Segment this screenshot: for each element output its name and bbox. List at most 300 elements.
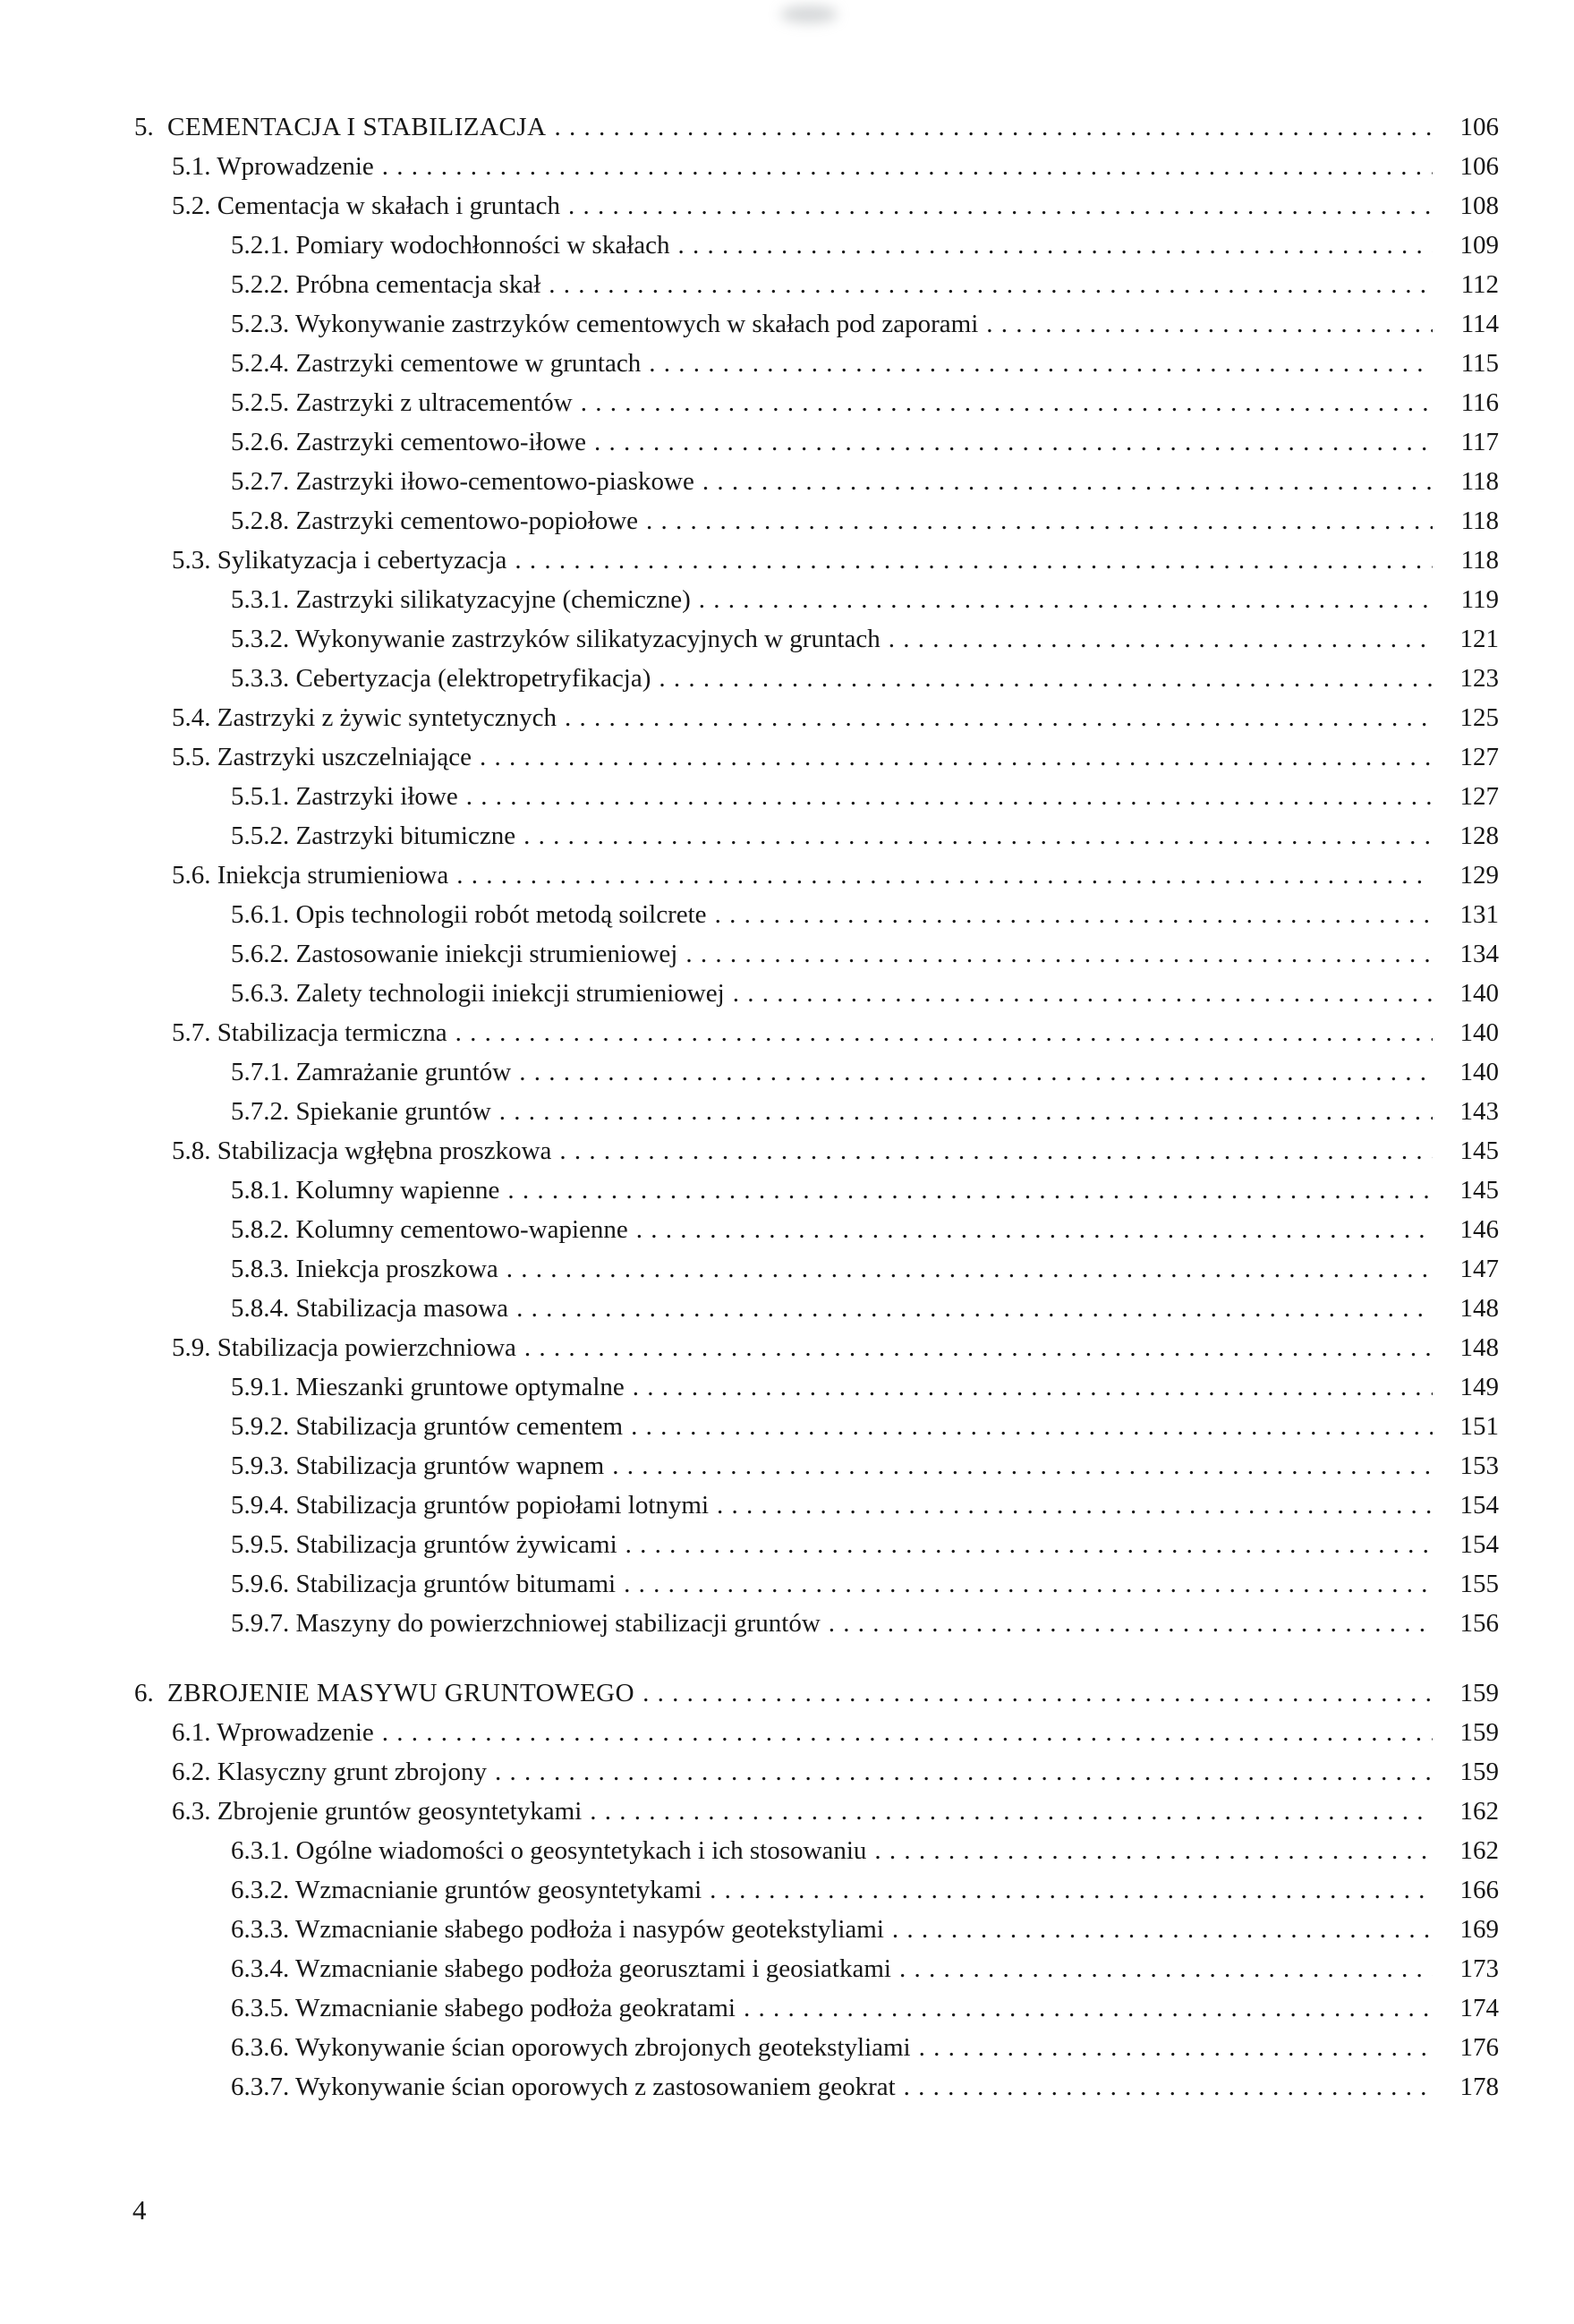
toc-entry-title: Zastrzyki iłowo-cementowo-piaskowe — [295, 467, 694, 496]
toc-entry-page: 148 — [1459, 1294, 1499, 1323]
toc-entry — [134, 147, 1499, 186]
toc-entry-number: 5.7.1. — [231, 1058, 290, 1086]
toc-leader-dots — [499, 1092, 1433, 1131]
toc-entry — [134, 659, 1499, 698]
toc-entry-page: 145 — [1459, 1136, 1499, 1165]
toc-entry-label — [231, 1485, 709, 1525]
toc-leader-dots — [678, 226, 1433, 265]
toc-entry-title: Wzmacnianie słabego podłoża geokratami — [294, 1994, 736, 2022]
toc-entry — [134, 737, 1499, 777]
toc-entry-page: 106 — [1459, 152, 1499, 181]
toc-entry-label — [172, 856, 448, 895]
toc-leader-dots — [382, 147, 1433, 186]
toc-entry-number: 5.7. — [172, 1018, 211, 1047]
toc-entry-page: 147 — [1459, 1255, 1499, 1283]
toc-entry — [134, 1052, 1499, 1092]
toc-entry-label — [231, 659, 651, 698]
toc-entry-label — [172, 186, 560, 226]
toc-entry-label — [134, 107, 547, 147]
toc-entry-number: 6.1. — [172, 1718, 211, 1747]
toc-entry-number: 5.9.7. — [231, 1609, 290, 1638]
toc-entry-title: Ogólne wiadomości o geosyntetykach i ich stosowaniu — [295, 1836, 867, 1865]
toc-leader-dots — [874, 1831, 1433, 1870]
toc-entry-page: 178 — [1459, 2073, 1499, 2101]
toc-entry-label — [231, 816, 515, 856]
toc-entry-label — [231, 2028, 911, 2067]
toc-entry-number: 5.2. — [172, 192, 211, 220]
toc-entry-title: Maszyny do powierzchniowej stabilizacji gruntów — [295, 1609, 821, 1638]
toc-entry-page: 143 — [1459, 1097, 1499, 1126]
toc-entry — [134, 1446, 1499, 1485]
toc-entry-title: Zastosowanie iniekcji strumieniowej — [295, 940, 678, 968]
toc-entry — [134, 777, 1499, 816]
toc-entry-page: 118 — [1460, 467, 1499, 496]
toc-entry-page: 169 — [1459, 1915, 1499, 1944]
toc-leader-dots — [892, 1910, 1433, 1949]
toc-entry-title: Iniekcja proszkowa — [295, 1255, 498, 1283]
toc-entry — [134, 1910, 1499, 1949]
toc-entry-label — [231, 895, 707, 934]
toc-entry-number: 5.9. — [172, 1333, 211, 1362]
toc-entry-label — [172, 1328, 516, 1367]
toc-entry-number: 5.6.3. — [231, 979, 290, 1008]
toc-entry-page: 154 — [1459, 1530, 1499, 1559]
toc-entry-label — [231, 1289, 508, 1328]
table-of-contents — [134, 107, 1499, 2107]
toc-entry-label — [231, 1052, 511, 1092]
toc-entry-label — [231, 422, 586, 462]
toc-entry-title: Cebertyzacja (elektropetryfikacja) — [295, 664, 651, 693]
toc-entry-page: 119 — [1460, 585, 1499, 614]
toc-entry-label — [231, 1831, 866, 1870]
toc-entry-title: Stabilizacja termiczna — [217, 1018, 447, 1047]
toc-entry-label — [231, 383, 573, 422]
toc-entry-title: Kolumny wapienne — [295, 1176, 500, 1205]
toc-entry-page: 159 — [1459, 1679, 1499, 1707]
toc-entry — [134, 580, 1499, 619]
toc-entry-number: 6. — [134, 1679, 154, 1707]
toc-entry-number: 5.1. — [172, 152, 211, 181]
toc-entry-page: 174 — [1459, 1994, 1499, 2022]
toc-entry-page: 146 — [1459, 1215, 1499, 1244]
toc-entry-number: 5.3.1. — [231, 585, 290, 614]
toc-entry — [134, 422, 1499, 462]
toc-entry-page: 162 — [1459, 1836, 1499, 1865]
toc-entry-page: 154 — [1459, 1491, 1499, 1520]
toc-entry-number: 6.3.3. — [231, 1915, 290, 1944]
toc-entry-number: 5.9.2. — [231, 1412, 290, 1441]
toc-entry-title: Zastrzyki uszczelniające — [217, 743, 472, 771]
toc-entry-number: 6.3. — [172, 1797, 211, 1826]
toc-entry-number: 5.2.5. — [231, 388, 290, 417]
toc-entry-title: Zalety technologii iniekcji strumieniowej — [295, 979, 725, 1008]
toc-entry-label — [231, 226, 670, 265]
toc-entry — [134, 1752, 1499, 1792]
toc-entry — [134, 1525, 1499, 1564]
toc-entry — [134, 1988, 1499, 2028]
toc-leader-dots — [555, 107, 1433, 147]
toc-entry-title: Pomiary wodochłonności w skałach — [295, 231, 670, 260]
toc-entry-page: 128 — [1459, 821, 1499, 850]
toc-entry-number: 5.9.6. — [231, 1570, 290, 1598]
toc-entry — [134, 895, 1499, 934]
toc-entry-title: Stabilizacja gruntów wapnem — [295, 1451, 605, 1480]
toc-leader-dots — [685, 934, 1433, 974]
toc-entry-page: 108 — [1459, 192, 1499, 220]
toc-entry — [134, 1407, 1499, 1446]
toc-entry — [134, 383, 1499, 422]
toc-entry-title: Zastrzyki cementowo-iłowe — [295, 428, 587, 456]
toc-entry — [134, 619, 1499, 659]
toc-entry-number: 5.2.7. — [231, 467, 290, 496]
toc-entry-title: Wprowadzenie — [217, 1718, 374, 1747]
scan-artifact — [780, 5, 838, 23]
toc-leader-dots — [568, 186, 1433, 226]
toc-entry-number: 5.5. — [172, 743, 211, 771]
toc-entry-label — [231, 462, 694, 501]
toc-entry-number: 5.8.3. — [231, 1255, 290, 1283]
toc-leader-dots — [659, 659, 1433, 698]
toc-entry-number: 6.2. — [172, 1758, 211, 1786]
toc-entry-number: 5.3. — [172, 546, 211, 575]
toc-leader-dots — [642, 1673, 1433, 1713]
toc-entry-number: 6.3.4. — [231, 1954, 290, 1983]
toc-entry — [134, 1367, 1499, 1407]
toc-leader-dots — [466, 777, 1433, 816]
toc-entry-label — [231, 501, 638, 541]
toc-entry — [134, 1792, 1499, 1831]
toc-entry-title: Zamrażanie gruntów — [295, 1058, 512, 1086]
toc-leader-dots — [919, 2028, 1433, 2067]
toc-entry-title: Wykonywanie zastrzyków silikatyzacyjnych w gruntach — [294, 625, 881, 653]
toc-entry-title: Iniekcja strumieniowa — [217, 861, 449, 890]
toc-entry — [134, 344, 1499, 383]
toc-entry-label — [231, 777, 458, 816]
toc-entry-page: 118 — [1460, 507, 1499, 535]
toc-entry-number: 5.2.1. — [231, 231, 290, 260]
toc-leader-dots — [625, 1525, 1433, 1564]
toc-entry-label — [231, 265, 540, 304]
toc-entry-label — [172, 1752, 487, 1792]
toc-entry-title: Klasyczny grunt zbrojony — [217, 1758, 487, 1786]
toc-entry-label — [172, 1131, 551, 1171]
toc-entry-page: 127 — [1459, 743, 1499, 771]
toc-entry-number: 5.3.2. — [231, 625, 290, 653]
toc-leader-dots — [382, 1713, 1433, 1752]
toc-entry-number: 5.6.1. — [231, 900, 290, 929]
toc-entry — [134, 304, 1499, 344]
toc-leader-dots — [519, 1052, 1433, 1092]
toc-entry-label — [231, 974, 725, 1013]
toc-entry-number: 5.2.4. — [231, 349, 290, 378]
toc-leader-dots — [829, 1604, 1433, 1643]
toc-leader-dots — [699, 580, 1433, 619]
toc-entry-number: 5.8.2. — [231, 1215, 290, 1244]
toc-entry-number: 5.9.4. — [231, 1491, 290, 1520]
toc-leader-dots — [889, 619, 1433, 659]
toc-entry — [134, 1831, 1499, 1870]
toc-entry — [134, 462, 1499, 501]
toc-entry-title: Zastrzyki bitumiczne — [295, 821, 516, 850]
toc-entry-number: 5.5.1. — [231, 782, 290, 811]
toc-entry-page: 148 — [1459, 1333, 1499, 1362]
toc-entry-title: Zastrzyki cementowe w gruntach — [295, 349, 642, 378]
toc-entry-title: Wykonywanie zastrzyków cementowych w skałach pod zaporami — [294, 310, 979, 338]
toc-entry-page: 129 — [1459, 861, 1499, 890]
toc-entry-label — [172, 1013, 447, 1052]
toc-entry — [134, 856, 1499, 895]
toc-entry-title: Stabilizacja masowa — [295, 1294, 509, 1323]
toc-leader-dots — [646, 501, 1433, 541]
toc-entry-title: Stabilizacja powierzchniowa — [217, 1333, 516, 1362]
toc-entry — [134, 107, 1499, 147]
toc-entry — [134, 1092, 1499, 1131]
toc-entry-number: 5.6. — [172, 861, 211, 890]
toc-entry-title: Opis technologii robót metodą soilcrete — [295, 900, 707, 929]
toc-entry — [134, 1210, 1499, 1249]
toc-entry — [134, 974, 1499, 1013]
toc-entry-label — [172, 541, 506, 580]
toc-entry-number: 5.9.3. — [231, 1451, 290, 1480]
toc-entry-label — [231, 1249, 498, 1289]
toc-entry-title: Wzmacnianie gruntów geosyntetykami — [294, 1876, 702, 1904]
toc-leader-dots — [715, 895, 1433, 934]
toc-leader-dots — [506, 1249, 1433, 1289]
page-footer-number: 4 — [132, 2194, 147, 2226]
toc-entry-label — [231, 619, 881, 659]
toc-entry — [134, 1713, 1499, 1752]
toc-entry — [134, 265, 1499, 304]
toc-leader-dots — [594, 422, 1433, 462]
toc-entry — [134, 1485, 1499, 1525]
toc-entry-number: 5.3.3. — [231, 664, 290, 693]
toc-entry-title: Stabilizacja gruntów żywicami — [295, 1530, 617, 1559]
toc-entry-label — [172, 698, 557, 737]
toc-entry-label — [172, 147, 374, 186]
toc-entry-number: 5.7.2. — [231, 1097, 290, 1126]
toc-entry-page: 151 — [1459, 1412, 1499, 1441]
toc-entry-title: Spiekanie gruntów — [295, 1097, 491, 1126]
toc-entry-title: Wykonywanie ścian oporowych zbrojonych geotekstyliami — [294, 2033, 911, 2062]
toc-entry-page: 109 — [1459, 231, 1499, 260]
toc-entry-number: 5.2.2. — [231, 270, 290, 299]
toc-entry-label — [231, 1210, 628, 1249]
toc-entry — [134, 1328, 1499, 1367]
toc-entry-label — [231, 2067, 896, 2107]
toc-entry — [134, 1171, 1499, 1210]
toc-entry-page: 153 — [1459, 1451, 1499, 1480]
toc-entry — [134, 1949, 1499, 1988]
toc-entry — [134, 816, 1499, 856]
toc-entry-title: Zastrzyki iłowe — [295, 782, 458, 811]
toc-entry-number: 5.5.2. — [231, 821, 290, 850]
toc-entry-number: 5.8.1. — [231, 1176, 290, 1205]
toc-entry-page: 156 — [1459, 1609, 1499, 1638]
toc-entry — [134, 934, 1499, 974]
toc-leader-dots — [507, 1171, 1433, 1210]
toc-entry-page: 125 — [1459, 703, 1499, 732]
toc-entry-title: Sylikatyzacja i cebertyzacja — [217, 546, 507, 575]
toc-entry-label — [172, 737, 472, 777]
toc-leader-dots — [717, 1485, 1433, 1525]
toc-entry-page: 131 — [1459, 900, 1499, 929]
toc-entry-number: 5.8.4. — [231, 1294, 290, 1323]
toc-entry — [134, 1131, 1499, 1171]
toc-entry-label — [231, 580, 691, 619]
toc-entry-page: 112 — [1460, 270, 1499, 299]
toc-entry-page: 159 — [1459, 1758, 1499, 1786]
toc-entry-label — [231, 1988, 736, 2028]
toc-entry-number: 5.2.3. — [231, 310, 290, 338]
toc-entry-page: 155 — [1459, 1570, 1499, 1598]
toc-leader-dots — [904, 2067, 1433, 2107]
toc-entry-title: Wzmacnianie słabego podłoża georusztami i geosiatkami — [294, 1954, 891, 1983]
toc-leader-dots — [744, 1988, 1433, 2028]
toc-leader-dots — [495, 1752, 1433, 1792]
toc-leader-dots — [455, 1013, 1433, 1052]
toc-entry-page: 127 — [1459, 782, 1499, 811]
toc-entry-label — [172, 1792, 582, 1831]
toc-entry — [134, 1013, 1499, 1052]
toc-entry — [134, 1604, 1499, 1643]
toc-leader-dots — [480, 737, 1433, 777]
toc-leader-dots — [624, 1564, 1433, 1604]
toc-entry-number: 6.3.1. — [231, 1836, 290, 1865]
toc-leader-dots — [899, 1949, 1433, 1988]
toc-entry-label — [231, 304, 978, 344]
toc-entry-title: Stabilizacja gruntów bitumami — [295, 1570, 617, 1598]
toc-entry — [134, 501, 1499, 541]
toc-entry-title: Zastrzyki cementowo-popiołowe — [295, 507, 639, 535]
toc-entry-page: 166 — [1459, 1876, 1499, 1904]
toc-leader-dots — [523, 816, 1433, 856]
toc-entry-label — [231, 1367, 625, 1407]
toc-entry-label — [231, 934, 677, 974]
toc-entry-title: Wprowadzenie — [217, 152, 374, 181]
toc-entry-number: 6.3.5. — [231, 1994, 290, 2022]
toc-entry — [134, 226, 1499, 265]
toc-leader-dots — [581, 383, 1433, 422]
toc-entry-page: 118 — [1460, 546, 1499, 575]
toc-entry-page: 115 — [1460, 349, 1499, 378]
toc-entry-page: 140 — [1459, 1018, 1499, 1047]
toc-entry — [134, 1249, 1499, 1289]
toc-entry — [134, 1673, 1499, 1713]
toc-entry — [134, 2067, 1499, 2107]
toc-leader-dots — [515, 541, 1433, 580]
toc-entry-title: Próbna cementacja skał — [295, 270, 541, 299]
toc-entry-label — [231, 1171, 499, 1210]
toc-leader-dots — [559, 1131, 1433, 1171]
toc-entry-page: 134 — [1459, 940, 1499, 968]
toc-leader-dots — [633, 1367, 1433, 1407]
toc-entry-page: 173 — [1459, 1954, 1499, 1983]
toc-entry-number: 6.3.6. — [231, 2033, 290, 2062]
toc-entry-title: Zastrzyki silikatyzacyjne (chemiczne) — [295, 585, 691, 614]
toc-entry-title: Wzmacnianie słabego podłoża i nasypów geotekstyliami — [294, 1915, 884, 1944]
toc-entry-number: 5.8. — [172, 1136, 211, 1165]
toc-entry-title: CEMENTACJA I STABILIZACJA — [167, 113, 547, 141]
toc-entry-page: 140 — [1459, 1058, 1499, 1086]
toc-entry — [134, 1289, 1499, 1328]
toc-entry-title: Kolumny cementowo-wapienne — [295, 1215, 628, 1244]
toc-entry-label — [231, 1910, 884, 1949]
toc-entry-page: 114 — [1460, 310, 1499, 338]
toc-entry-label — [231, 1092, 491, 1131]
toc-entry-page: 145 — [1459, 1176, 1499, 1205]
toc-entry-title: Wykonywanie ścian oporowych z zastosowaniem geokrat — [294, 2073, 896, 2101]
toc-entry-number: 5.2.6. — [231, 428, 290, 456]
toc-leader-dots — [733, 974, 1433, 1013]
toc-entry-number: 5.2.8. — [231, 507, 290, 535]
toc-entry-page: 159 — [1459, 1718, 1499, 1747]
toc-leader-dots — [565, 698, 1433, 737]
toc-entry-page: 106 — [1459, 113, 1499, 141]
toc-leader-dots — [549, 265, 1433, 304]
toc-entry-page: 121 — [1459, 625, 1499, 653]
toc-leader-dots — [702, 462, 1433, 501]
toc-entry-page: 162 — [1459, 1797, 1499, 1826]
toc-entry-page: 117 — [1460, 428, 1499, 456]
toc-leader-dots — [636, 1210, 1433, 1249]
toc-entry-number: 6.3.7. — [231, 2073, 290, 2101]
toc-entry-page: 116 — [1460, 388, 1499, 417]
toc-entry-page: 149 — [1459, 1373, 1499, 1401]
toc-leader-dots — [649, 344, 1433, 383]
toc-entry-label — [231, 1407, 623, 1446]
toc-entry-title: Stabilizacja wgłębna proszkowa — [217, 1136, 552, 1165]
toc-entry-title: Mieszanki gruntowe optymalne — [295, 1373, 625, 1401]
toc-entry-label — [231, 1870, 702, 1910]
toc-leader-dots — [631, 1407, 1433, 1446]
toc-entry-label — [231, 1949, 891, 1988]
toc-leader-dots — [516, 1289, 1433, 1328]
toc-entry-page: 176 — [1459, 2033, 1499, 2062]
toc-entry-label — [231, 1446, 604, 1485]
toc-entry — [134, 698, 1499, 737]
toc-leader-dots — [456, 856, 1433, 895]
toc-entry — [134, 1870, 1499, 1910]
toc-entry-title: Zbrojenie gruntów geosyntetykami — [217, 1797, 583, 1826]
toc-entry-number: 5.4. — [172, 703, 211, 732]
toc-leader-dots — [986, 304, 1433, 344]
toc-entry — [134, 2028, 1499, 2067]
toc-entry-number: 5.6.2. — [231, 940, 290, 968]
toc-entry-page: 123 — [1459, 664, 1499, 693]
toc-leader-dots — [710, 1870, 1433, 1910]
toc-entry-title: ZBROJENIE MASYWU GRUNTOWEGO — [167, 1679, 635, 1707]
toc-entry-label — [231, 1525, 617, 1564]
toc-entry-title: Stabilizacja gruntów popiołami lotnymi — [295, 1491, 710, 1520]
toc-entry — [134, 541, 1499, 580]
toc-entry-number: 6.3.2. — [231, 1876, 290, 1904]
toc-entry-label — [231, 1604, 821, 1643]
toc-entry-title: Stabilizacja gruntów cementem — [295, 1412, 624, 1441]
toc-entry-number: 5.9.1. — [231, 1373, 290, 1401]
toc-entry-title: Zastrzyki z ultracementów — [295, 388, 573, 417]
toc-entry-number: 5.9.5. — [231, 1530, 290, 1559]
toc-entry-title: Cementacja w skałach i gruntach — [217, 192, 561, 220]
toc-leader-dots — [590, 1792, 1433, 1831]
toc-entry-label — [134, 1673, 634, 1713]
toc-entry-label — [172, 1713, 374, 1752]
toc-entry-label — [231, 1564, 616, 1604]
toc-entry-label — [231, 344, 641, 383]
toc-entry — [134, 1564, 1499, 1604]
toc-entry-title: Zastrzyki z żywic syntetycznych — [217, 703, 557, 732]
toc-entry-page: 140 — [1459, 979, 1499, 1008]
toc-entry — [134, 186, 1499, 226]
